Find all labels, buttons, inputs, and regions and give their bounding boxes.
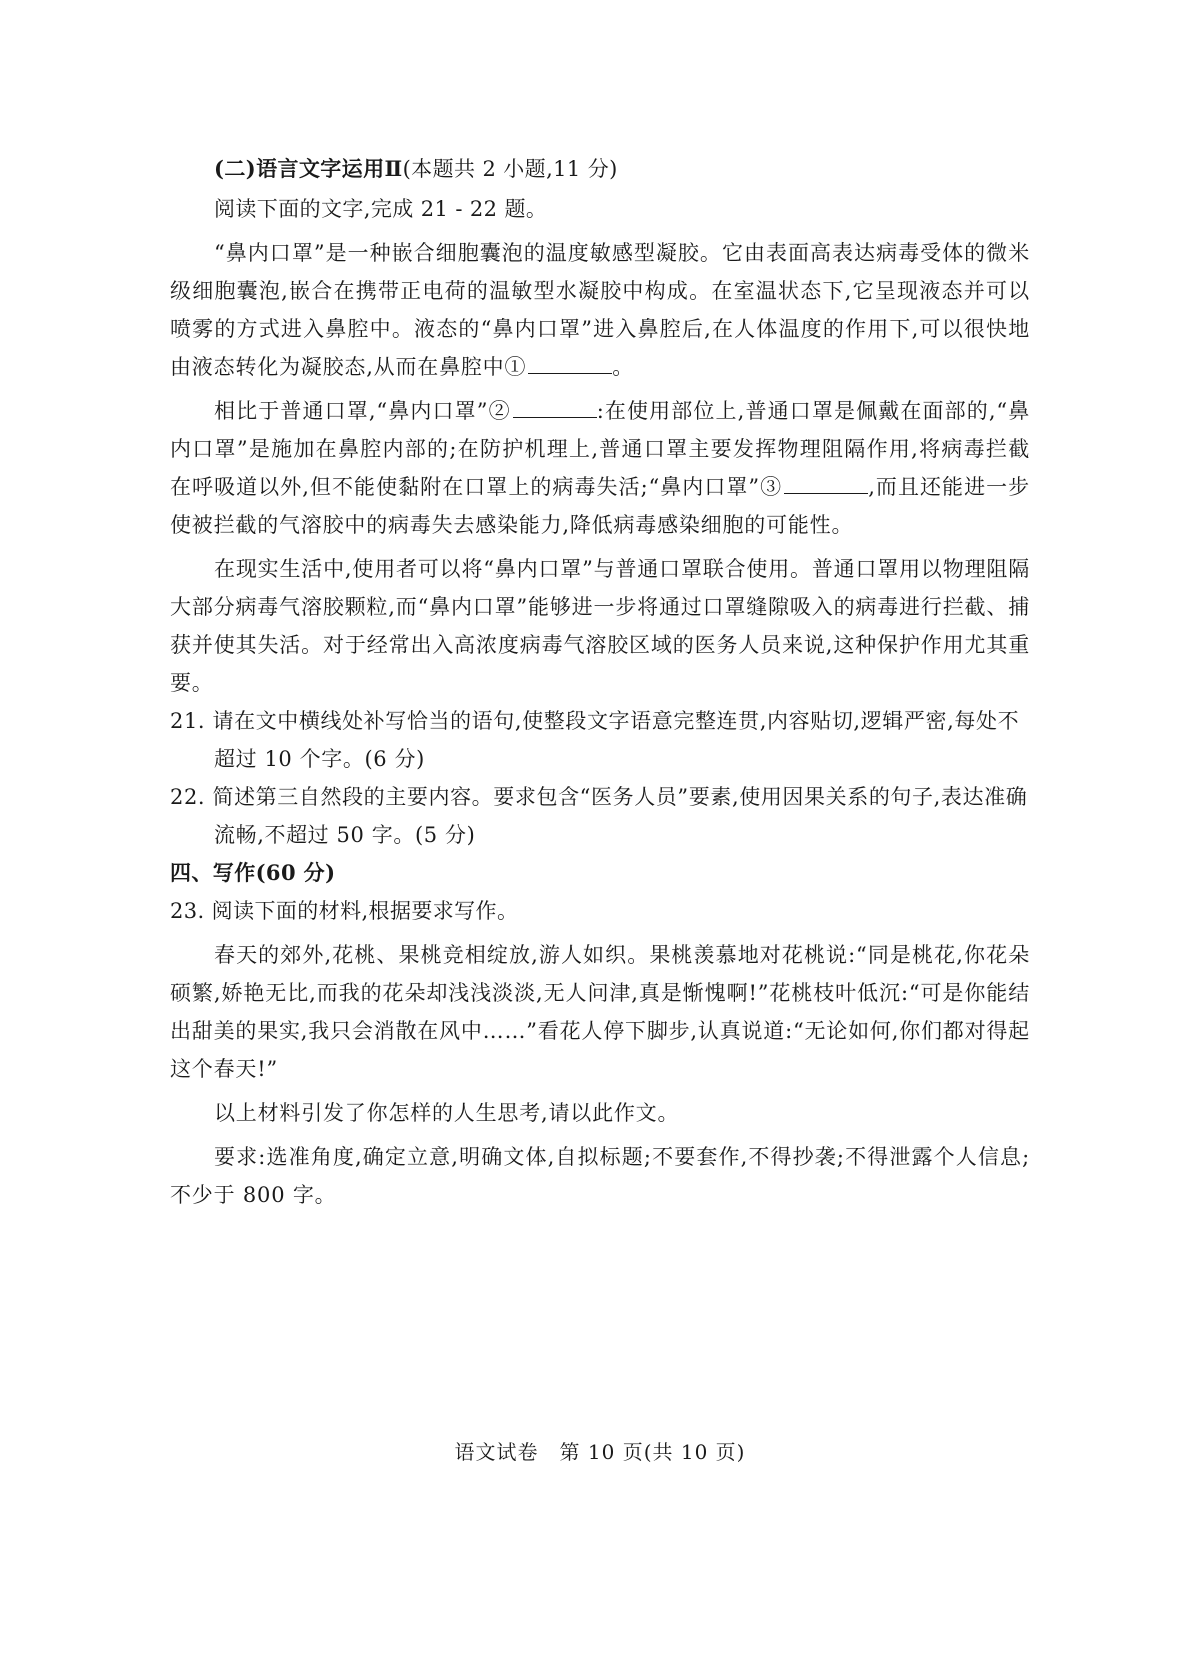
paragraph-1-text: “鼻内口罩”是一种嵌合细胞囊泡的温度敏感型凝胶。它由表面高表达病毒受体的微米级细胞囊泡,嵌合在携带正电荷的温敏型水凝胶中构成。在室温状态下,它呈现液态并可以喷雾的方式进入鼻腔中。液态的“鼻内口罩”进入鼻腔后,在人体温度的作用下,可以很快地由液态转化为凝胶态,从而在鼻腔中① — [170, 241, 1030, 379]
passage-paragraph-3: 在现实生活中,使用者可以将“鼻内口罩”与普通口罩联合使用。普通口罩用以物理阻隔大部分病毒气溶胶颗粒,而“鼻内口罩”能够进一步将通过口罩缝隙吸入的病毒进行拦截、捕获并使其失活。对于经常出入高浓度病毒气溶胶区域的医务人员来说,这种保护作用尤其重要。 — [170, 557, 1030, 695]
question-22: 22. 简述第三自然段的主要内容。要求包含“医务人员”要素,使用因果关系的句子,表达准确流畅,不超过 50 字。(5 分) — [170, 785, 1028, 847]
page-footer: 语文试卷 第 10 页(共 10 页) — [454, 1440, 746, 1464]
passage-paragraph-2 — [170, 392, 1030, 544]
passage-paragraph-1 — [170, 234, 1030, 386]
writing-section-title: 四、写作(60 分) — [170, 860, 336, 885]
writing-requirements: 要求:选准角度,确定立意,明确文体,自拟标题;不要套作,不得抄袭;不得泄露个人信息;不少于 800 字。 — [170, 1145, 1030, 1207]
blank-2 — [513, 397, 597, 418]
question-23: 23. 阅读下面的材料,根据要求写作。 — [170, 899, 519, 923]
section-heading — [170, 150, 1030, 188]
exam-page — [170, 150, 1030, 1214]
paragraph-2-text-b: :在使用部位上,普通口罩是佩戴在面部的,“鼻内口罩”是施加在鼻腔内部的;在防护机理上,普通口罩主要发挥物理阻隔作用,将病毒拦截在呼吸道以外,但不能使黏附在口罩上的病毒失活;“鼻内口罩”③ — [170, 399, 1030, 499]
writing-material: 春天的郊外,花桃、果桃竞相绽放,游人如织。果桃羡慕地对花桃说:“同是桃花,你花朵硕繁,娇艳无比,而我的花朵却浅浅淡淡,无人问津,真是惭愧啊!”花桃枝叶低沉:“可是你能结出甜美的果实,我只会消散在风中……”看花人停下脚步,认真说道:“无论如何,你们都对得起这个春天!” — [170, 943, 1030, 1081]
question-21: 21. 请在文中横线处补写恰当的语句,使整段文字语意完整连贯,内容贴切,逻辑严密,每处不超过 10 个字。(6 分) — [170, 709, 1020, 771]
section-title: (二)语言文字运用Ⅱ — [214, 156, 403, 181]
writing-prompt: 以上材料引发了你怎样的人生思考,请以此作文。 — [214, 1101, 680, 1125]
blank-1 — [528, 353, 612, 374]
blank-3 — [784, 473, 868, 494]
reading-instruction: 阅读下面的文字,完成 21 - 22 题。 — [214, 197, 548, 221]
section-meta: (本题共 2 小题,11 分) — [402, 157, 618, 181]
paragraph-1-end: 。 — [612, 355, 635, 379]
paragraph-2-text-c: ,而且还能进一步使被拦截的气溶胶中的病毒失去感染能力,降低病毒感染细胞的可能性。 — [170, 475, 1030, 537]
paragraph-2-text-a: 相比于普通口罩,“鼻内口罩”② — [214, 399, 511, 423]
